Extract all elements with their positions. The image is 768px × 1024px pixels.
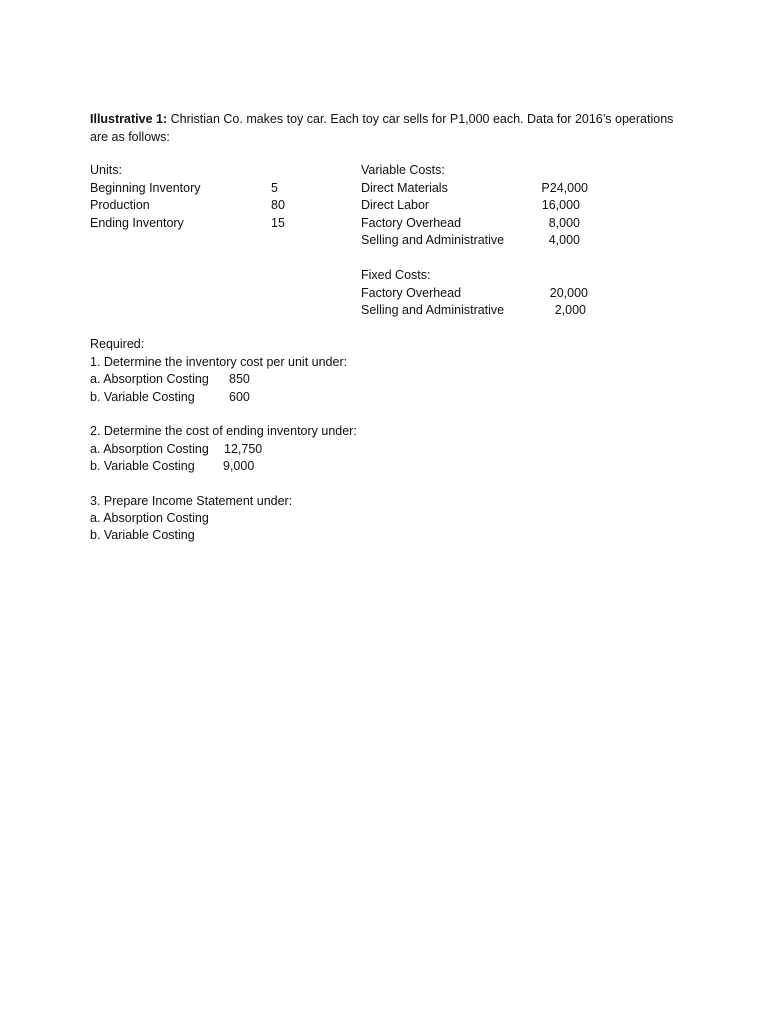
variable-cost-label: Factory Overhead (361, 216, 462, 230)
fixed-cost-label: Selling and Administrative (361, 303, 505, 317)
question-3b-label: b. Variable Costing (90, 528, 195, 542)
question-2a-answer: 12,750 (224, 442, 263, 456)
question-3-title: 3. Prepare Income Statement under: (90, 494, 293, 508)
variable-cost-label: Direct Labor (361, 198, 430, 212)
required-heading: Required: (90, 337, 145, 351)
question-1-title: 1. Determine the inventory cost per unit under: (90, 355, 348, 369)
fixed-costs-heading: Fixed Costs: (361, 268, 431, 282)
units-row-label: Ending Inventory (90, 216, 184, 230)
variable-cost-label: Selling and Administrative (361, 233, 505, 247)
fixed-cost-label: Factory Overhead (361, 286, 462, 300)
units-row-value: 5 (271, 181, 278, 195)
fixed-cost-value: 20,000 (549, 286, 588, 300)
question-1b-answer: 600 (229, 390, 250, 404)
units-row-value: 15 (271, 216, 285, 230)
variable-cost-value: 4,000 (548, 233, 580, 247)
intro-label: Illustrative 1: (90, 112, 168, 126)
intro-text: Christian Co. makes toy car. Each toy car sells for P1,000 each. Data for 2016’s operations are as follows: (90, 112, 674, 144)
question-2b-label: b. Variable Costing (90, 459, 195, 473)
units-row-label: Beginning Inventory (90, 181, 201, 195)
question-2a-label: a. Absorption Costing (90, 442, 209, 456)
question-3a-label: a. Absorption Costing (90, 511, 209, 525)
variable-cost-value: P24,000 (541, 181, 588, 195)
units-row-value: 80 (271, 198, 285, 212)
variable-cost-value: 8,000 (548, 216, 580, 230)
units-row-label: Production (90, 198, 150, 212)
question-2-title: 2. Determine the cost of ending inventory under: (90, 424, 357, 438)
question-2b-answer: 9,000 (223, 459, 255, 473)
variable-cost-label: Direct Materials (361, 181, 448, 195)
question-1a-answer: 850 (229, 372, 250, 386)
units-heading: Units: (90, 163, 122, 177)
question-1b-label: b. Variable Costing (90, 390, 195, 404)
variable-cost-value: 16,000 (541, 198, 580, 212)
fixed-cost-value: 2,000 (554, 303, 586, 317)
intro-paragraph (90, 111, 680, 146)
question-1a-label: a. Absorption Costing (90, 372, 209, 386)
variable-costs-heading: Variable Costs: (361, 163, 445, 177)
